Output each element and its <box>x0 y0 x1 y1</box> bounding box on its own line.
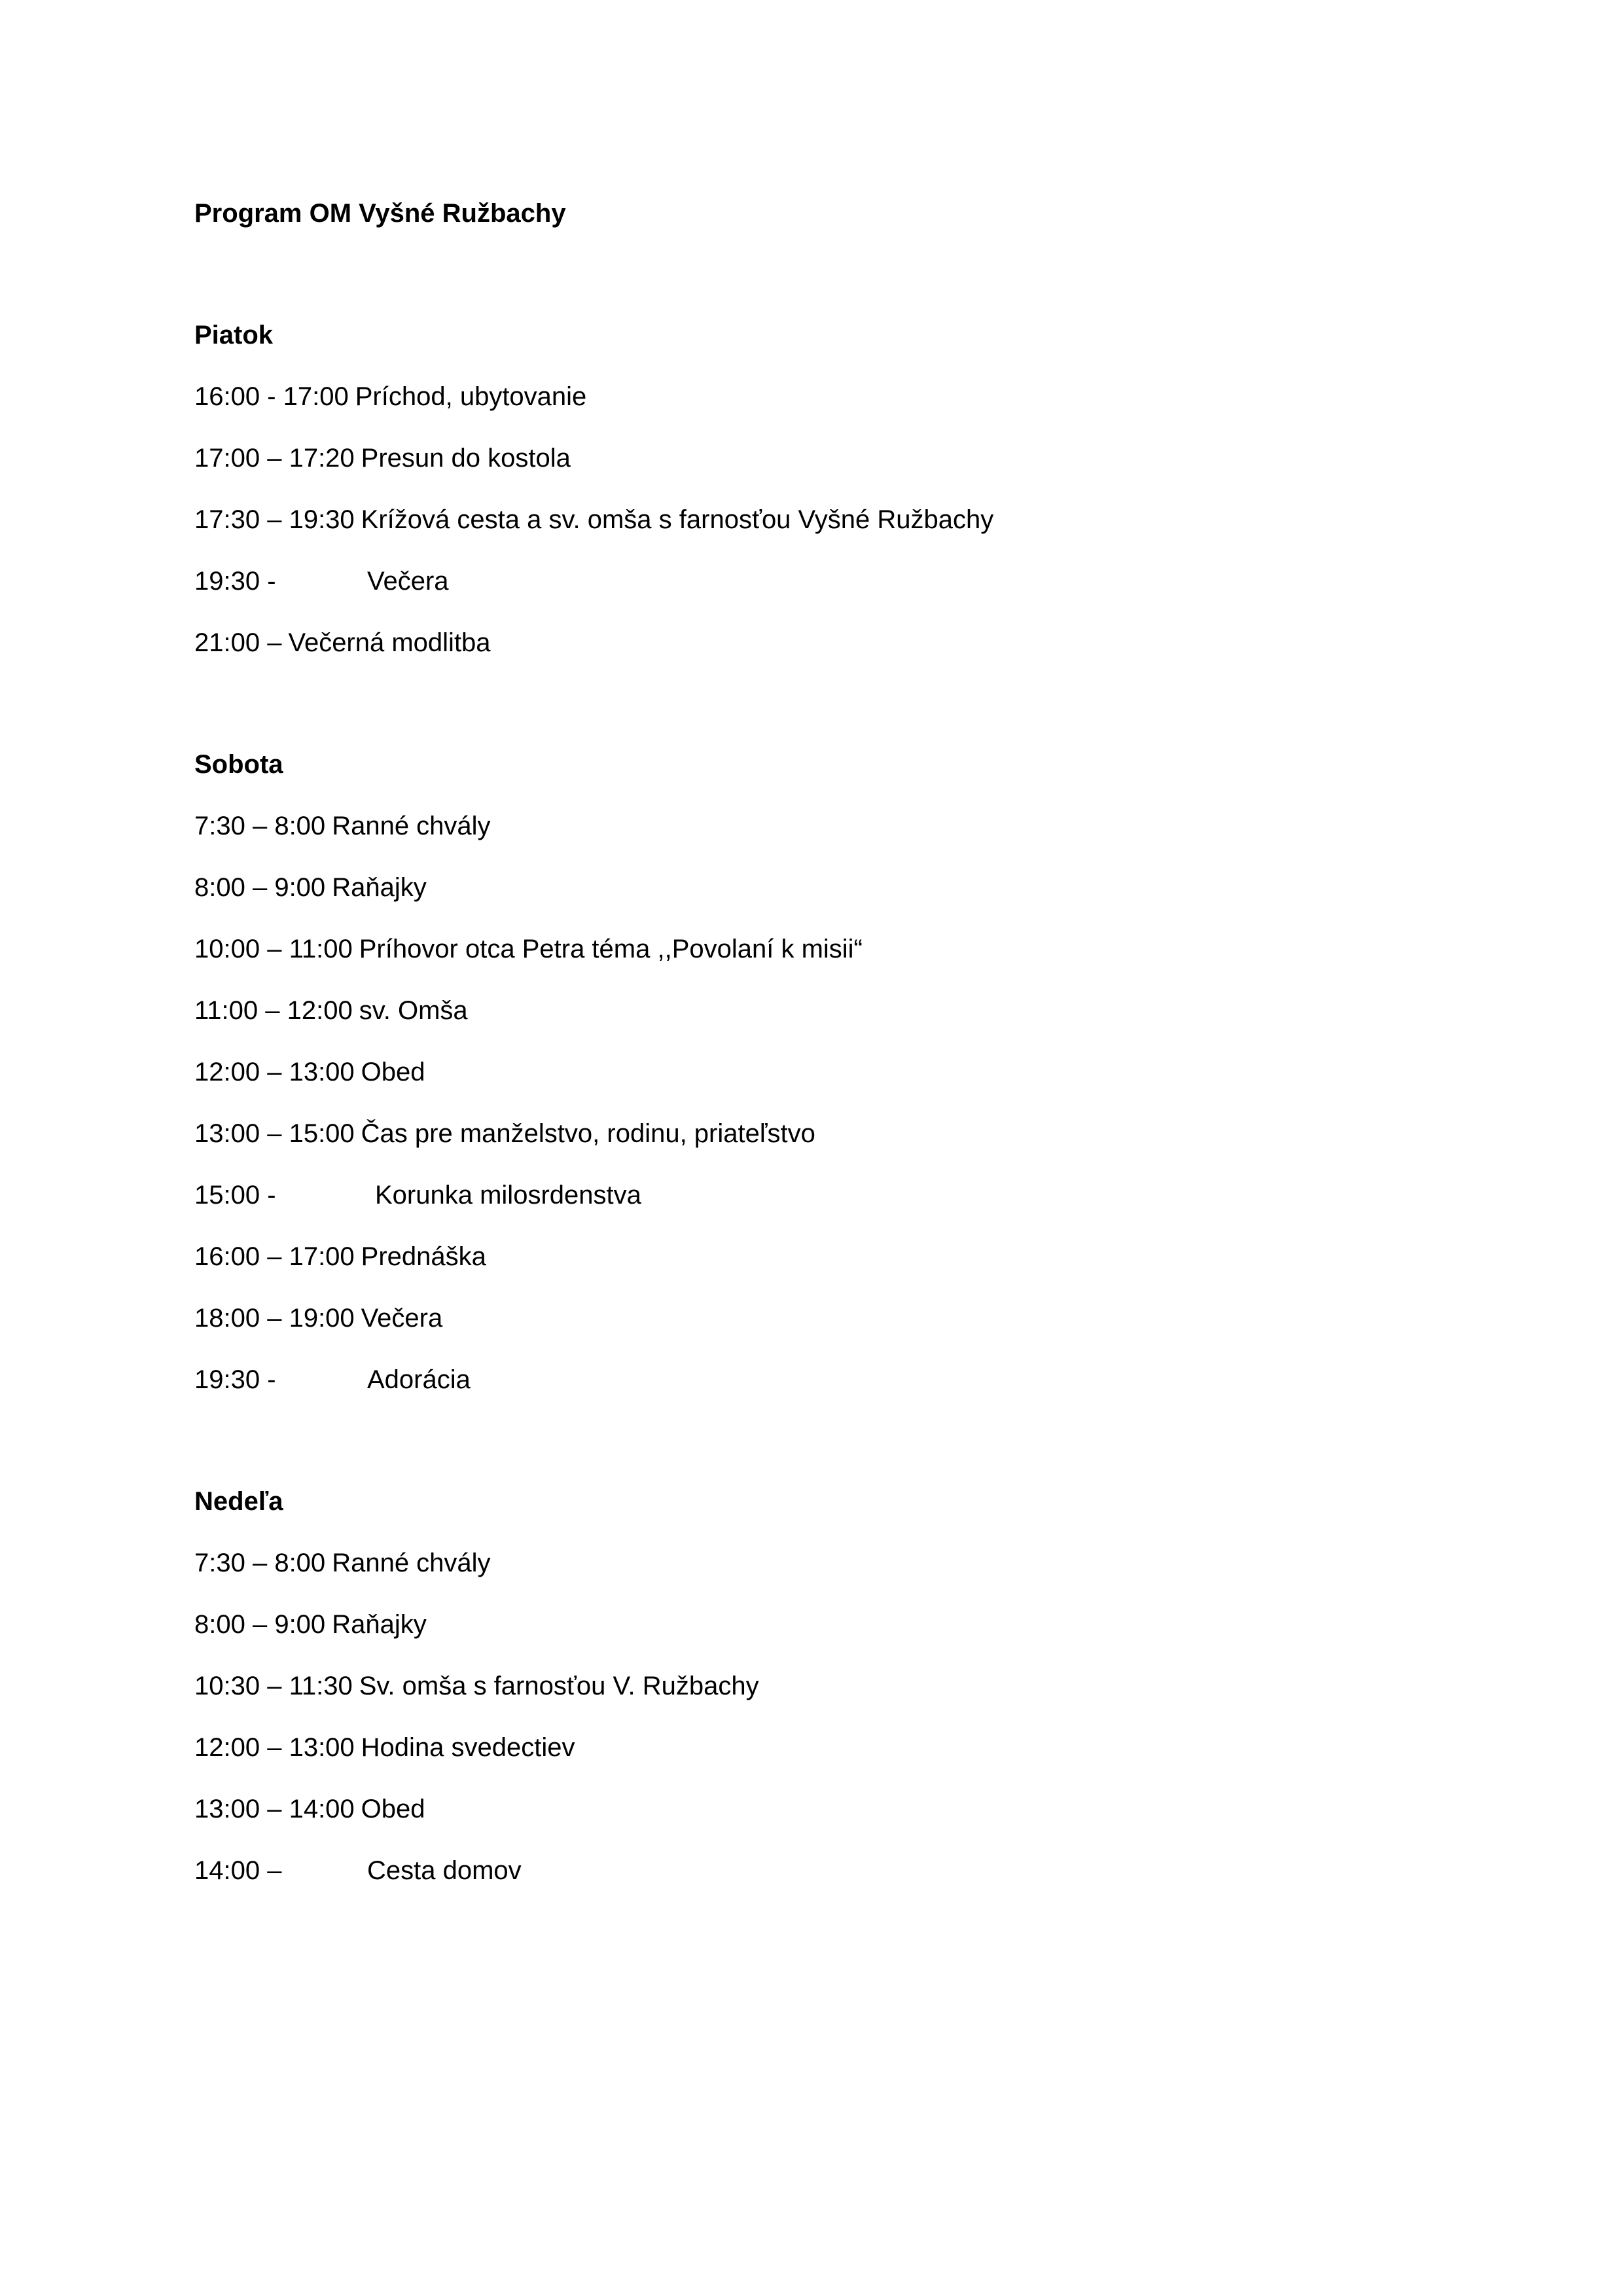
schedule-entry <box>194 869 863 931</box>
document-title: Program OM Vyšné Ružbachy <box>194 199 566 228</box>
entry-time: 7:30 – 8:00 <box>194 1549 326 1577</box>
schedule-entry <box>194 931 863 992</box>
entry-activity: Večerná modlitba <box>288 628 491 657</box>
entry-time: 19:30 - <box>194 567 276 596</box>
entry-time: 10:30 – 11:30 <box>194 1672 353 1700</box>
day-section-sobota <box>194 746 863 1423</box>
entry-activity: Adorácia <box>367 1365 471 1394</box>
entry-time: 19:30 - <box>194 1365 276 1394</box>
entry-time: 7:30 – 8:00 <box>194 812 326 840</box>
entry-activity: Presun do kostola <box>361 444 571 473</box>
schedule-entry <box>194 378 993 440</box>
schedule-entry <box>194 1361 863 1423</box>
entry-time: 14:00 – <box>194 1856 282 1885</box>
schedule-entry <box>194 1054 863 1115</box>
entry-activity: Obed <box>361 1795 425 1823</box>
schedule-entry <box>194 1238 863 1300</box>
entry-time: 8:00 – 9:00 <box>194 873 326 902</box>
entry-time: 21:00 – <box>194 628 282 657</box>
schedule-entry <box>194 563 993 624</box>
schedule-entry <box>194 440 993 501</box>
entry-time: 11:00 – 12:00 <box>194 996 353 1025</box>
entry-activity: sv. Omša <box>359 996 468 1025</box>
entry-activity: Ranné chvály <box>332 1549 491 1577</box>
entry-activity: Ranné chvály <box>332 812 491 840</box>
entry-time: 13:00 – 14:00 <box>194 1795 355 1823</box>
entry-time: 15:00 - <box>194 1181 276 1210</box>
schedule-entry <box>194 1729 759 1791</box>
entry-time: 16:00 - 17:00 <box>194 382 349 411</box>
entry-time: 12:00 – 13:00 <box>194 1733 355 1762</box>
schedule-entry <box>194 1668 759 1729</box>
entry-activity: Čas pre manželstvo, rodinu, priateľstvo <box>361 1119 815 1148</box>
schedule-entry <box>194 1791 759 1852</box>
entry-activity: Obed <box>361 1058 425 1086</box>
day-heading: Sobota <box>194 750 283 779</box>
schedule-entry <box>194 624 993 686</box>
schedule-entry <box>194 1852 759 1914</box>
day-heading: Piatok <box>194 321 274 350</box>
day-heading: Nedeľa <box>194 1487 283 1516</box>
entry-activity: Príhovor otca Petra téma ,,Povolaní k misii“ <box>359 935 863 963</box>
schedule-entry <box>194 501 993 563</box>
entry-activity: Korunka milosrdenstva <box>375 1181 641 1210</box>
entry-activity: Príchod, ubytovanie <box>355 382 587 411</box>
entry-activity: Raňajky <box>332 1610 427 1639</box>
entry-activity: Sv. omša s farnosťou V. Ružbachy <box>359 1672 759 1700</box>
schedule-entry <box>194 992 863 1054</box>
schedule-entry <box>194 1606 759 1668</box>
schedule-entry <box>194 1300 863 1361</box>
entry-time: 18:00 – 19:00 <box>194 1304 355 1333</box>
day-section-piatok <box>194 317 993 686</box>
day-section-nedela <box>194 1483 759 1914</box>
entry-time: 16:00 – 17:00 <box>194 1242 355 1271</box>
entry-activity: Prednáška <box>361 1242 486 1271</box>
entry-activity: Večera <box>361 1304 443 1333</box>
schedule-entry <box>194 808 863 869</box>
entry-time: 8:00 – 9:00 <box>194 1610 326 1639</box>
entry-activity: Večera <box>367 567 449 596</box>
schedule-entry <box>194 1115 863 1177</box>
entry-activity: Cesta domov <box>367 1856 522 1885</box>
schedule-entry <box>194 1177 863 1238</box>
entry-time: 12:00 – 13:00 <box>194 1058 355 1086</box>
entry-time: 17:00 – 17:20 <box>194 444 355 473</box>
entry-activity: Hodina svedectiev <box>361 1733 575 1762</box>
entry-time: 17:30 – 19:30 <box>194 505 355 534</box>
entry-activity: Krížová cesta a sv. omša s farnosťou Vyšné Ružbachy <box>361 505 994 534</box>
entry-activity: Raňajky <box>332 873 427 902</box>
entry-time: 13:00 – 15:00 <box>194 1119 355 1148</box>
entry-time: 10:00 – 11:00 <box>194 935 353 963</box>
schedule-entry <box>194 1545 759 1606</box>
